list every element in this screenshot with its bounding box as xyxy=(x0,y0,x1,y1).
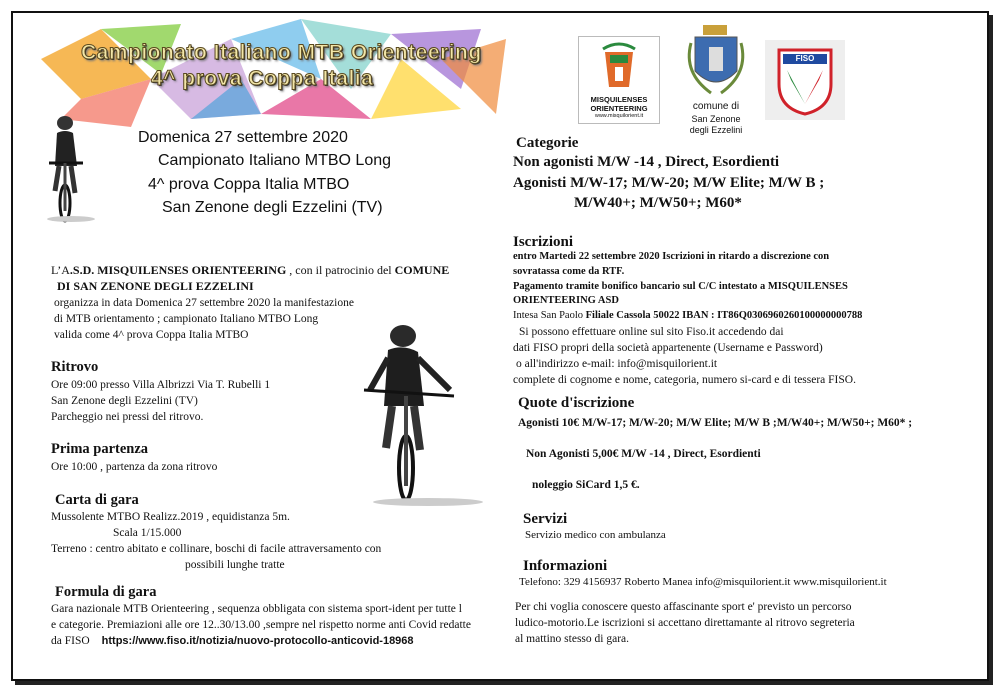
ritrovo-line-2: San Zenone degli Ezzelini (TV) xyxy=(51,395,198,407)
intro-club: .S.D. MISQUILENSES ORIENTEERING xyxy=(69,263,287,277)
iscrizioni-bold-4: ORIENTEERING ASD xyxy=(513,295,619,306)
intro-line-1 xyxy=(51,262,449,278)
carta-title: Carta di gara xyxy=(55,492,139,508)
iscrizioni-bold-1: entro Martedi 22 settembre 2020 Iscrizioni in ritardo a discrezione con xyxy=(513,251,830,262)
formula-line-2: e categorie. Premiazioni alle ore 12..30/13.00 ,sempre nel rispetto norme anti Covid redatte xyxy=(51,619,471,631)
iscrizioni-line-1: Si possono effettuare online sul sito Fiso.it accedendo dai xyxy=(519,326,784,338)
event-title: Campionato Italiano MTBO Long xyxy=(158,152,392,169)
banner-line-1: Campionato Italiano MTB Orienteering xyxy=(81,41,482,64)
formula-line-1: Gara nazionale MTB Orienteering , sequenza obbligata con sistema sport-ident per tutte l xyxy=(51,603,462,615)
carta-line-3: Terreno : centro abitato e collinare, boschi di facile attraversamento con xyxy=(51,543,382,555)
informazioni-note-2: ludico-motorio.Le iscrizioni si accettano direttamante al ritrovo segreteria xyxy=(515,617,855,629)
club-logo-text-3: www.misquilorient.it xyxy=(594,113,644,119)
club-logo xyxy=(578,36,660,124)
ritrovo-line-3: Parcheggio nei pressi del ritrovo. xyxy=(51,411,204,423)
formula-title: Formula di gara xyxy=(55,584,157,600)
formula-da-fiso: da FISO xyxy=(51,635,90,647)
event-coppa: 4^ prova Coppa Italia MTBO xyxy=(148,176,350,193)
comune-label-1: comune di xyxy=(692,101,740,112)
iscrizioni-line-2: dati FISO propri della società appartenente (Username e Password) xyxy=(513,342,823,354)
intro-patrocinio: , con il patrocinio del xyxy=(286,263,395,277)
fiso-logo xyxy=(765,40,845,120)
carta-line-4: possibili lunghe tratte xyxy=(185,559,285,571)
banner-line-2: 4^ prova Coppa Italia xyxy=(151,67,374,90)
bank-iban: Filiale Cassola 50022 IBAN : IT86Q0306960260100000000788 xyxy=(585,310,863,321)
ritrovo-line-1: Ore 09:00 presso Villa Albrizzi Via T. Rubelli 1 xyxy=(51,379,271,391)
informazioni-note-3: al mattino stesso di gara. xyxy=(515,633,630,645)
intro-comune: COMUNE xyxy=(394,263,450,277)
partenza-line: Ore 10:00 , partenza da zona ritrovo xyxy=(51,461,218,473)
categorie-line-3: M/W40+; M/W50+; M60* xyxy=(574,195,742,211)
intro-line-5: valida come 4^ prova Coppa Italia MTBO xyxy=(54,329,249,341)
categorie-line-2: Agonisti M/W-17; M/W-20; M/W Elite; M/W B ; xyxy=(513,175,825,191)
quote-line-2: Non Agonisti 5,00€ M/W -14 , Direct, Esordienti xyxy=(526,448,761,460)
iscrizioni-bold-2: sovratassa come da RTF. xyxy=(513,266,625,277)
formula-line-3 xyxy=(51,633,414,649)
cyclist-image-1 xyxy=(43,111,109,223)
servizi-title: Servizi xyxy=(523,511,568,527)
cyclist-image-2 xyxy=(358,318,488,508)
quote-title: Quote d'iscrizione xyxy=(518,395,635,411)
flyer-frame xyxy=(11,11,989,681)
intro-line-3: organizza in data Domenica 27 settembre 2020 la manifestazione xyxy=(54,297,354,309)
club-logo-text-1: MISQUILENSES xyxy=(590,95,648,104)
bank-name: Intesa San Paolo xyxy=(513,310,583,321)
event-location: San Zenone degli Ezzelini (TV) xyxy=(162,199,383,216)
intro-prefix: L’A xyxy=(51,263,70,277)
comune-label-3: degli Ezzelini xyxy=(689,125,743,135)
informazioni-title: Informazioni xyxy=(523,558,608,574)
iscrizioni-line-3: o all'indirizzo e-mail: info@misquilorient.it xyxy=(516,358,718,370)
iscrizioni-bank xyxy=(513,310,862,321)
categorie-line-1: Non agonisti M/W -14 , Direct, Esordienti xyxy=(513,154,780,170)
informazioni-contacts: Telefono: 329 4156937 Roberto Manea info@misquilorient.it www.misquilorient.it xyxy=(519,576,887,588)
event-date: Domenica 27 settembre 2020 xyxy=(138,129,348,146)
coat-of-arms-icon xyxy=(681,23,751,101)
formula-link[interactable]: https://www.fiso.it/notizia/nuovo-protocollo-anticovid-18968 xyxy=(101,635,414,647)
iscrizioni-title: Iscrizioni xyxy=(513,234,573,250)
banner xyxy=(41,19,511,127)
intro-line-2: DI SAN ZENONE DEGLI EZZELINI xyxy=(57,279,254,293)
quote-line-3: noleggio SiCard 1,5 €. xyxy=(532,479,640,491)
iscrizioni-bold-3: Pagamento tramite bonifico bancario sul C/C intestato a MISQUILENSES xyxy=(513,281,848,292)
informazioni-note-1: Per chi voglia conoscere questo affascinante sport e' previsto un percorso xyxy=(515,601,852,613)
fiso-shield-icon xyxy=(765,40,845,120)
comune-logo xyxy=(681,23,751,143)
servizi-line: Servizio medico con ambulanza xyxy=(525,529,666,541)
carta-line-2: Scala 1/15.000 xyxy=(113,527,182,539)
carta-line-1: Mussolente MTBO Realizz.2019 , equidistanza 5m. xyxy=(51,511,290,523)
intro-line-4: di MTB orientamento ; campionato Italiano MTBO Long xyxy=(54,313,319,325)
fiso-label: FISO xyxy=(795,54,815,63)
partenza-title: Prima partenza xyxy=(51,441,149,457)
quote-line-1: Agonisti 10€ M/W-17; M/W-20; M/W Elite; M/W B ;M/W40+; M/W50+; M60* ; xyxy=(518,417,913,429)
comune-label-2: San Zenone xyxy=(691,114,741,124)
ritrovo-title: Ritrovo xyxy=(51,359,99,375)
categorie-title: Categorie xyxy=(516,135,579,151)
iscrizioni-line-4: complete di cognome e nome, categoria, numero si-card e di tessera FISO. xyxy=(513,374,856,386)
club-logo-text-2: ORIENTEERING xyxy=(590,104,648,113)
club-logo-icon xyxy=(579,37,659,97)
